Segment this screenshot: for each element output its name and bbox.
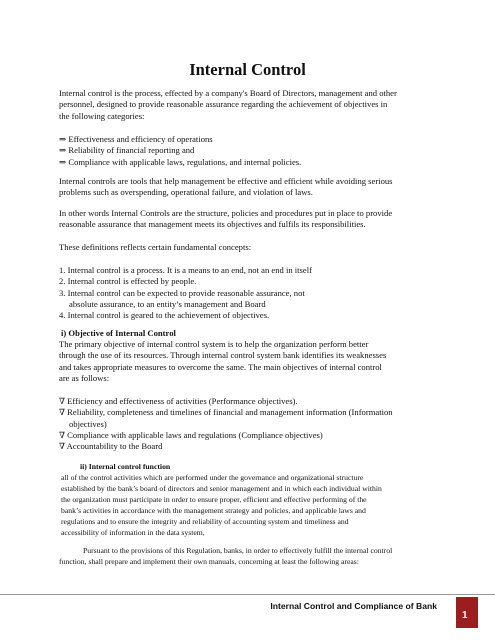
list-item: 4. Internal control is geared to the achievement of objectives. (59, 310, 270, 321)
list-item-continuation: objectives) (69, 418, 107, 429)
list-item: 1. Internal control is a process. It is a means to an end, not an end in itself (59, 265, 312, 275)
text-line: reasonable assurance that management meets its objectives and fulfils its responsibilities. (59, 219, 366, 230)
text-line: In other words Internal Controls are the structure, policies and procedures put in place to provide (59, 208, 393, 218)
objective-paragraph (59, 339, 439, 384)
page-number: 1 (462, 610, 468, 621)
concepts-intro (59, 242, 439, 253)
objective-heading: i) Objective of Internal Control (61, 328, 176, 338)
text-line: The primary objective of internal control system is to help the organization perform better (59, 339, 369, 349)
list-item-continuation: absolute assurance, to an entity’s management and Board (69, 298, 266, 309)
pursuant-paragraph (59, 545, 439, 567)
text-line: Internal control is the process, effected by a company's Board of Directors, management and other (59, 88, 397, 98)
other-words-paragraph (59, 208, 439, 231)
text-line: the organization must participate in order to ensure proper, efficient and effective performing of the (61, 495, 367, 505)
list-item: ∇ Accountability to the Board (59, 441, 163, 452)
category-list (59, 134, 439, 168)
list-item: ∇ Compliance with applicable laws and regulations (Compliance objectives) (59, 429, 323, 440)
list-item: 3. Internal control can be expected to provide reasonable assurance, not (59, 287, 305, 298)
objectives-list (59, 396, 439, 452)
text-line: through the use of its resources. Through internal control system bank identifies its weaknesses (59, 350, 387, 361)
text-line: are as follows: (59, 372, 110, 383)
text-line: regulations and to ensure the integrity and reliability of accounting system and timeliness and (61, 517, 349, 527)
text-line: all of the control activities which are performed under the governance and organizational structure (61, 473, 364, 482)
text-line: function, shall prepare and implement their own manuals, concerning at least the following areas: (59, 557, 359, 567)
text-line: established by the bank’s board of directors and senior management and in which each individual within (61, 484, 382, 494)
concepts-list (59, 265, 439, 321)
intro-paragraph (59, 88, 439, 122)
footer-title: Internal Control and Compliance of Bank (270, 601, 437, 611)
function-paragraph (61, 472, 441, 539)
list-item: ∇ Efficiency and effectiveness of activities (Performance objectives). (59, 396, 298, 406)
text-line: the following categories: (59, 110, 145, 121)
text-line: bank’s activities in accordance with the management strategy and policies, and applicable laws and (61, 506, 366, 516)
text-line: Pursuant to the provisions of this Regulation, banks, in order to effectively fulfill the internal control (83, 546, 393, 555)
text-line: accessibility of information in the data system, (61, 528, 205, 538)
list-item: ⇒ Effectiveness and efficiency of operations (59, 134, 213, 144)
function-heading: ii) Internal control function (80, 462, 171, 471)
text-line: problems such as overspending, operational failure, and violation of laws. (59, 187, 313, 198)
text-line: Internal controls are tools that help management be effective and efficient while avoiding serious (59, 176, 393, 186)
list-item: ⇒ Reliability of financial reporting and (59, 145, 195, 156)
text-line: and takes appropriate measures to overcome the same. The main objectives of internal control (59, 361, 382, 372)
tools-paragraph (59, 176, 439, 199)
page-title: Internal Control (189, 60, 306, 79)
list-item: 2. Internal control is effected by people. (59, 276, 197, 287)
text-line: personnel, designed to provide reasonable assurance regarding the achievement of objectives in (59, 99, 388, 110)
list-item: ∇ Reliability, completeness and timelines of financial and management information (Information (59, 407, 393, 418)
list-item: ⇒ Compliance with applicable laws, regulations, and internal policies. (59, 156, 302, 167)
text-line: These definitions reflects certain fundamental concepts: (59, 242, 252, 252)
footer-divider (0, 594, 495, 595)
